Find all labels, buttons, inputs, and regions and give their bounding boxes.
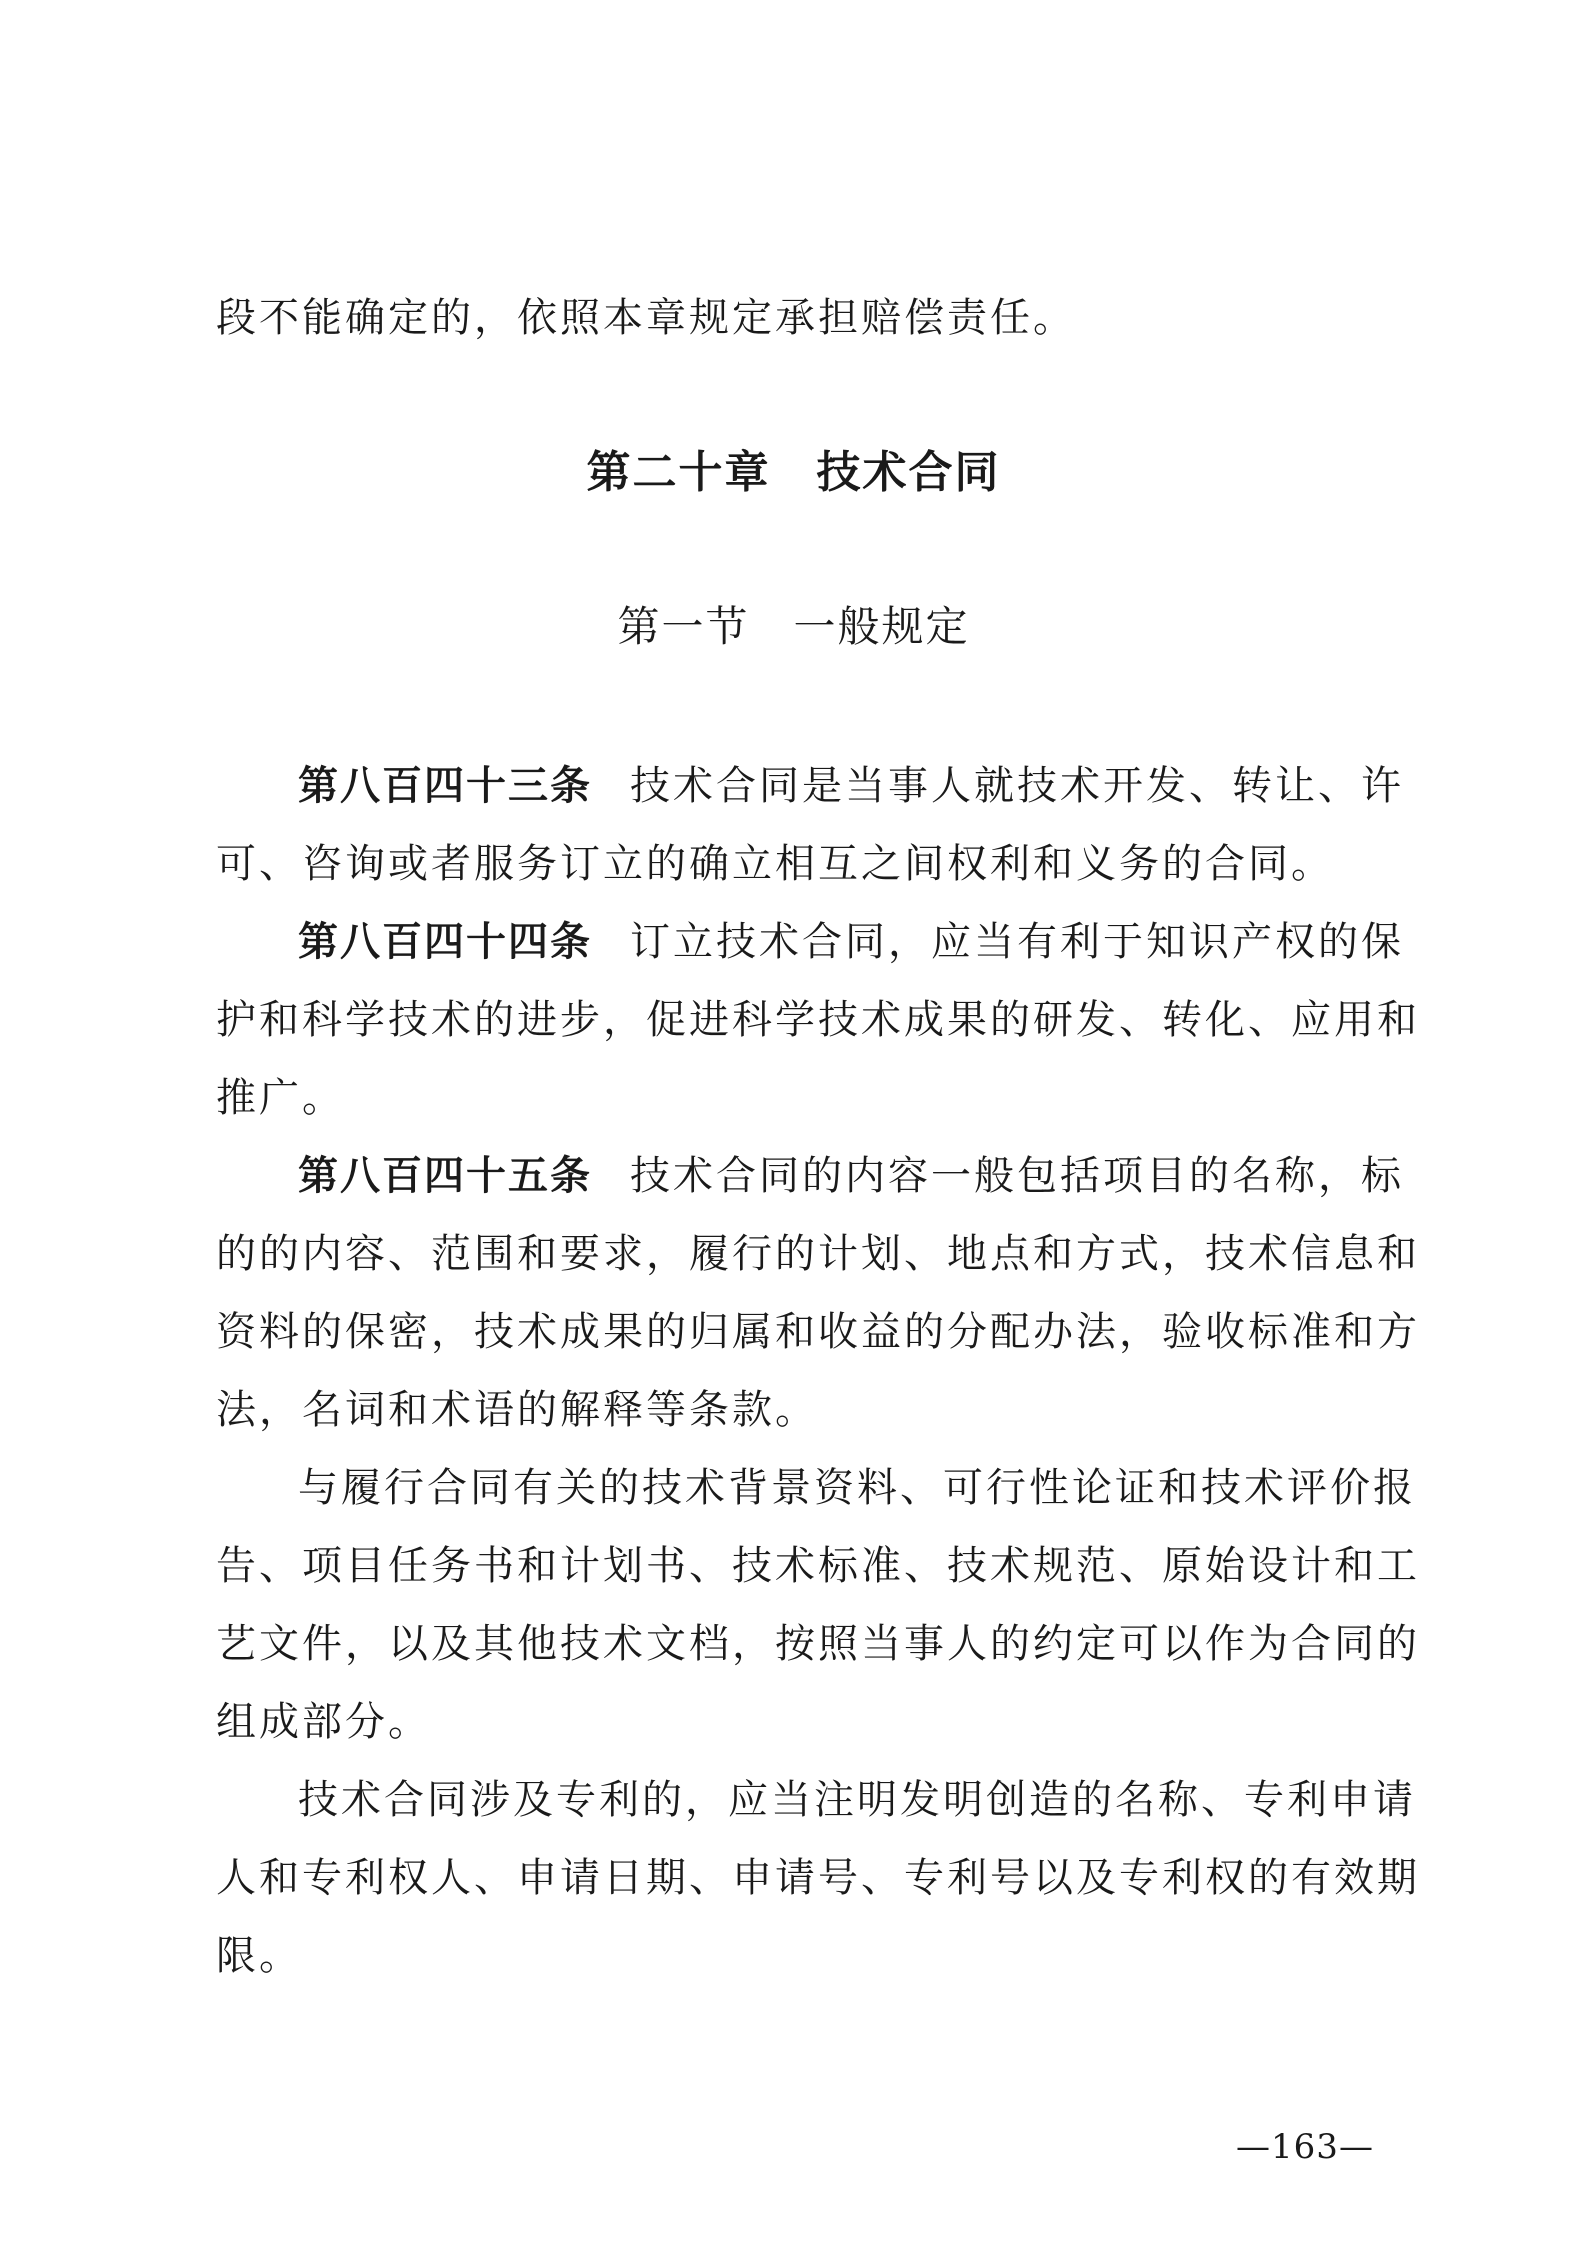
article-845-line-4: 法，名词和术语的解释等条款。 [216,1387,818,1433]
article-845-line-1 [216,1152,1478,1200]
intro-line: 段不能确定的，依照本章规定承担赔偿责任。 [216,295,1076,341]
page-number: —163— [1236,2127,1374,2167]
paragraph-2-line-4: 组成部分。 [216,1699,431,1745]
article-843-label: 第八百四十三条 [298,763,592,809]
article-844-line-3: 推广。 [216,1075,345,1121]
paragraph-3-line-1: 技术合同涉及专利的，应当注明发明创造的名称、专利申请 [298,1777,1416,1823]
chapter-title: 第二十章 技术合同 [586,447,1001,498]
article-844-label: 第八百四十四条 [298,919,592,965]
paragraph-3-line-3: 限。 [216,1933,302,1979]
article-845-text-1: 技术合同的内容一般包括项目的名称，标 [630,1153,1404,1199]
paragraph-3-line-2: 人和专利权人、申请日期、申请号、专利号以及专利权的有效期 [216,1855,1420,1901]
article-844-line-1 [216,918,1478,966]
article-845-label: 第八百四十五条 [298,1153,592,1199]
article-844-line-2: 护和科学技术的进步，促进科学技术成果的研发、转化、应用和 [216,997,1420,1043]
paragraph-2-line-2: 告、项目任务书和计划书、技术标准、技术规范、原始设计和工 [216,1543,1420,1589]
article-843-text-1: 技术合同是当事人就技术开发、转让、许 [630,763,1404,809]
paragraph-2-line-1: 与履行合同有关的技术背景资料、可行性论证和技术评价报 [298,1465,1416,1511]
article-843-line-2: 可、咨询或者服务订立的确立相互之间权利和义务的合同。 [216,841,1334,887]
paragraph-2-line-3: 艺文件，以及其他技术文档，按照当事人的约定可以作为合同的 [216,1621,1420,1667]
article-843-line-1 [216,762,1478,810]
section-title: 第一节 一般规定 [617,602,970,651]
article-845-line-2: 的的内容、范围和要求，履行的计划、地点和方式，技术信息和 [216,1231,1420,1277]
article-845-line-3: 资料的保密，技术成果的归属和收益的分配办法，验收标准和方 [216,1309,1420,1355]
article-844-text-1: 订立技术合同，应当有利于知识产权的保 [630,919,1404,965]
